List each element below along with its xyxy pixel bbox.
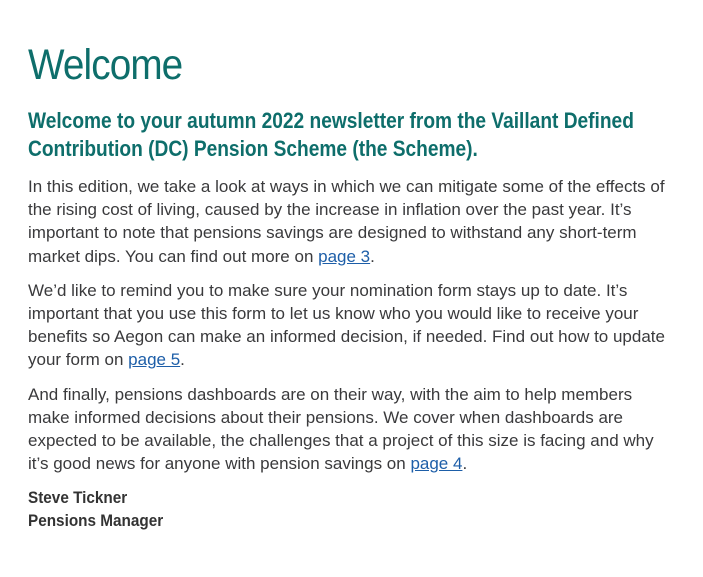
paragraph-text: In this edition, we take a look at ways in which we can mitigate some of the effects of the rising cost of living, caused by the increase in inflation over the past year. It’s important to note that pensions savings are designed to withstand any short-term market dips. You can find out more on (28, 177, 665, 266)
link-page-3[interactable]: page 3 (318, 246, 371, 266)
page-title: Welcome (28, 41, 183, 89)
paragraph-cost-of-living (28, 175, 678, 268)
paragraph-end: . (370, 246, 375, 266)
newsletter-welcome (28, 40, 678, 532)
signature-role: Pensions Manager (28, 511, 164, 531)
intro-heading: Welcome to your autumn 2022 newsletter from the Vaillant Defined Contribution (DC) Pension Scheme (the Scheme). (28, 108, 634, 161)
signature (28, 486, 613, 532)
paragraph-nomination-form (28, 279, 678, 372)
paragraph-dashboards (28, 383, 678, 476)
paragraph-text: And finally, pensions dashboards are on their way, with the aim to help members make informed decisions about their pensions. We cover when dashboards are expected to be available, the challenges that a project of this size is facing and why it’s good news for anyone with pension savings on (28, 384, 654, 474)
paragraph-end: . (462, 454, 468, 474)
paragraph-text: We’d like to remind you to make sure your nomination form stays up to date. It’s important that you use this form to let us know who you would like to receive your benefits so Aegon can make an informed decision, if needed. Find out how to update your form on (28, 280, 665, 370)
link-page-5[interactable]: page 5 (128, 350, 181, 370)
paragraph-end: . (180, 350, 185, 370)
link-page-4[interactable]: page 4 (410, 454, 463, 474)
signature-name: Steve Tickner (28, 488, 128, 508)
